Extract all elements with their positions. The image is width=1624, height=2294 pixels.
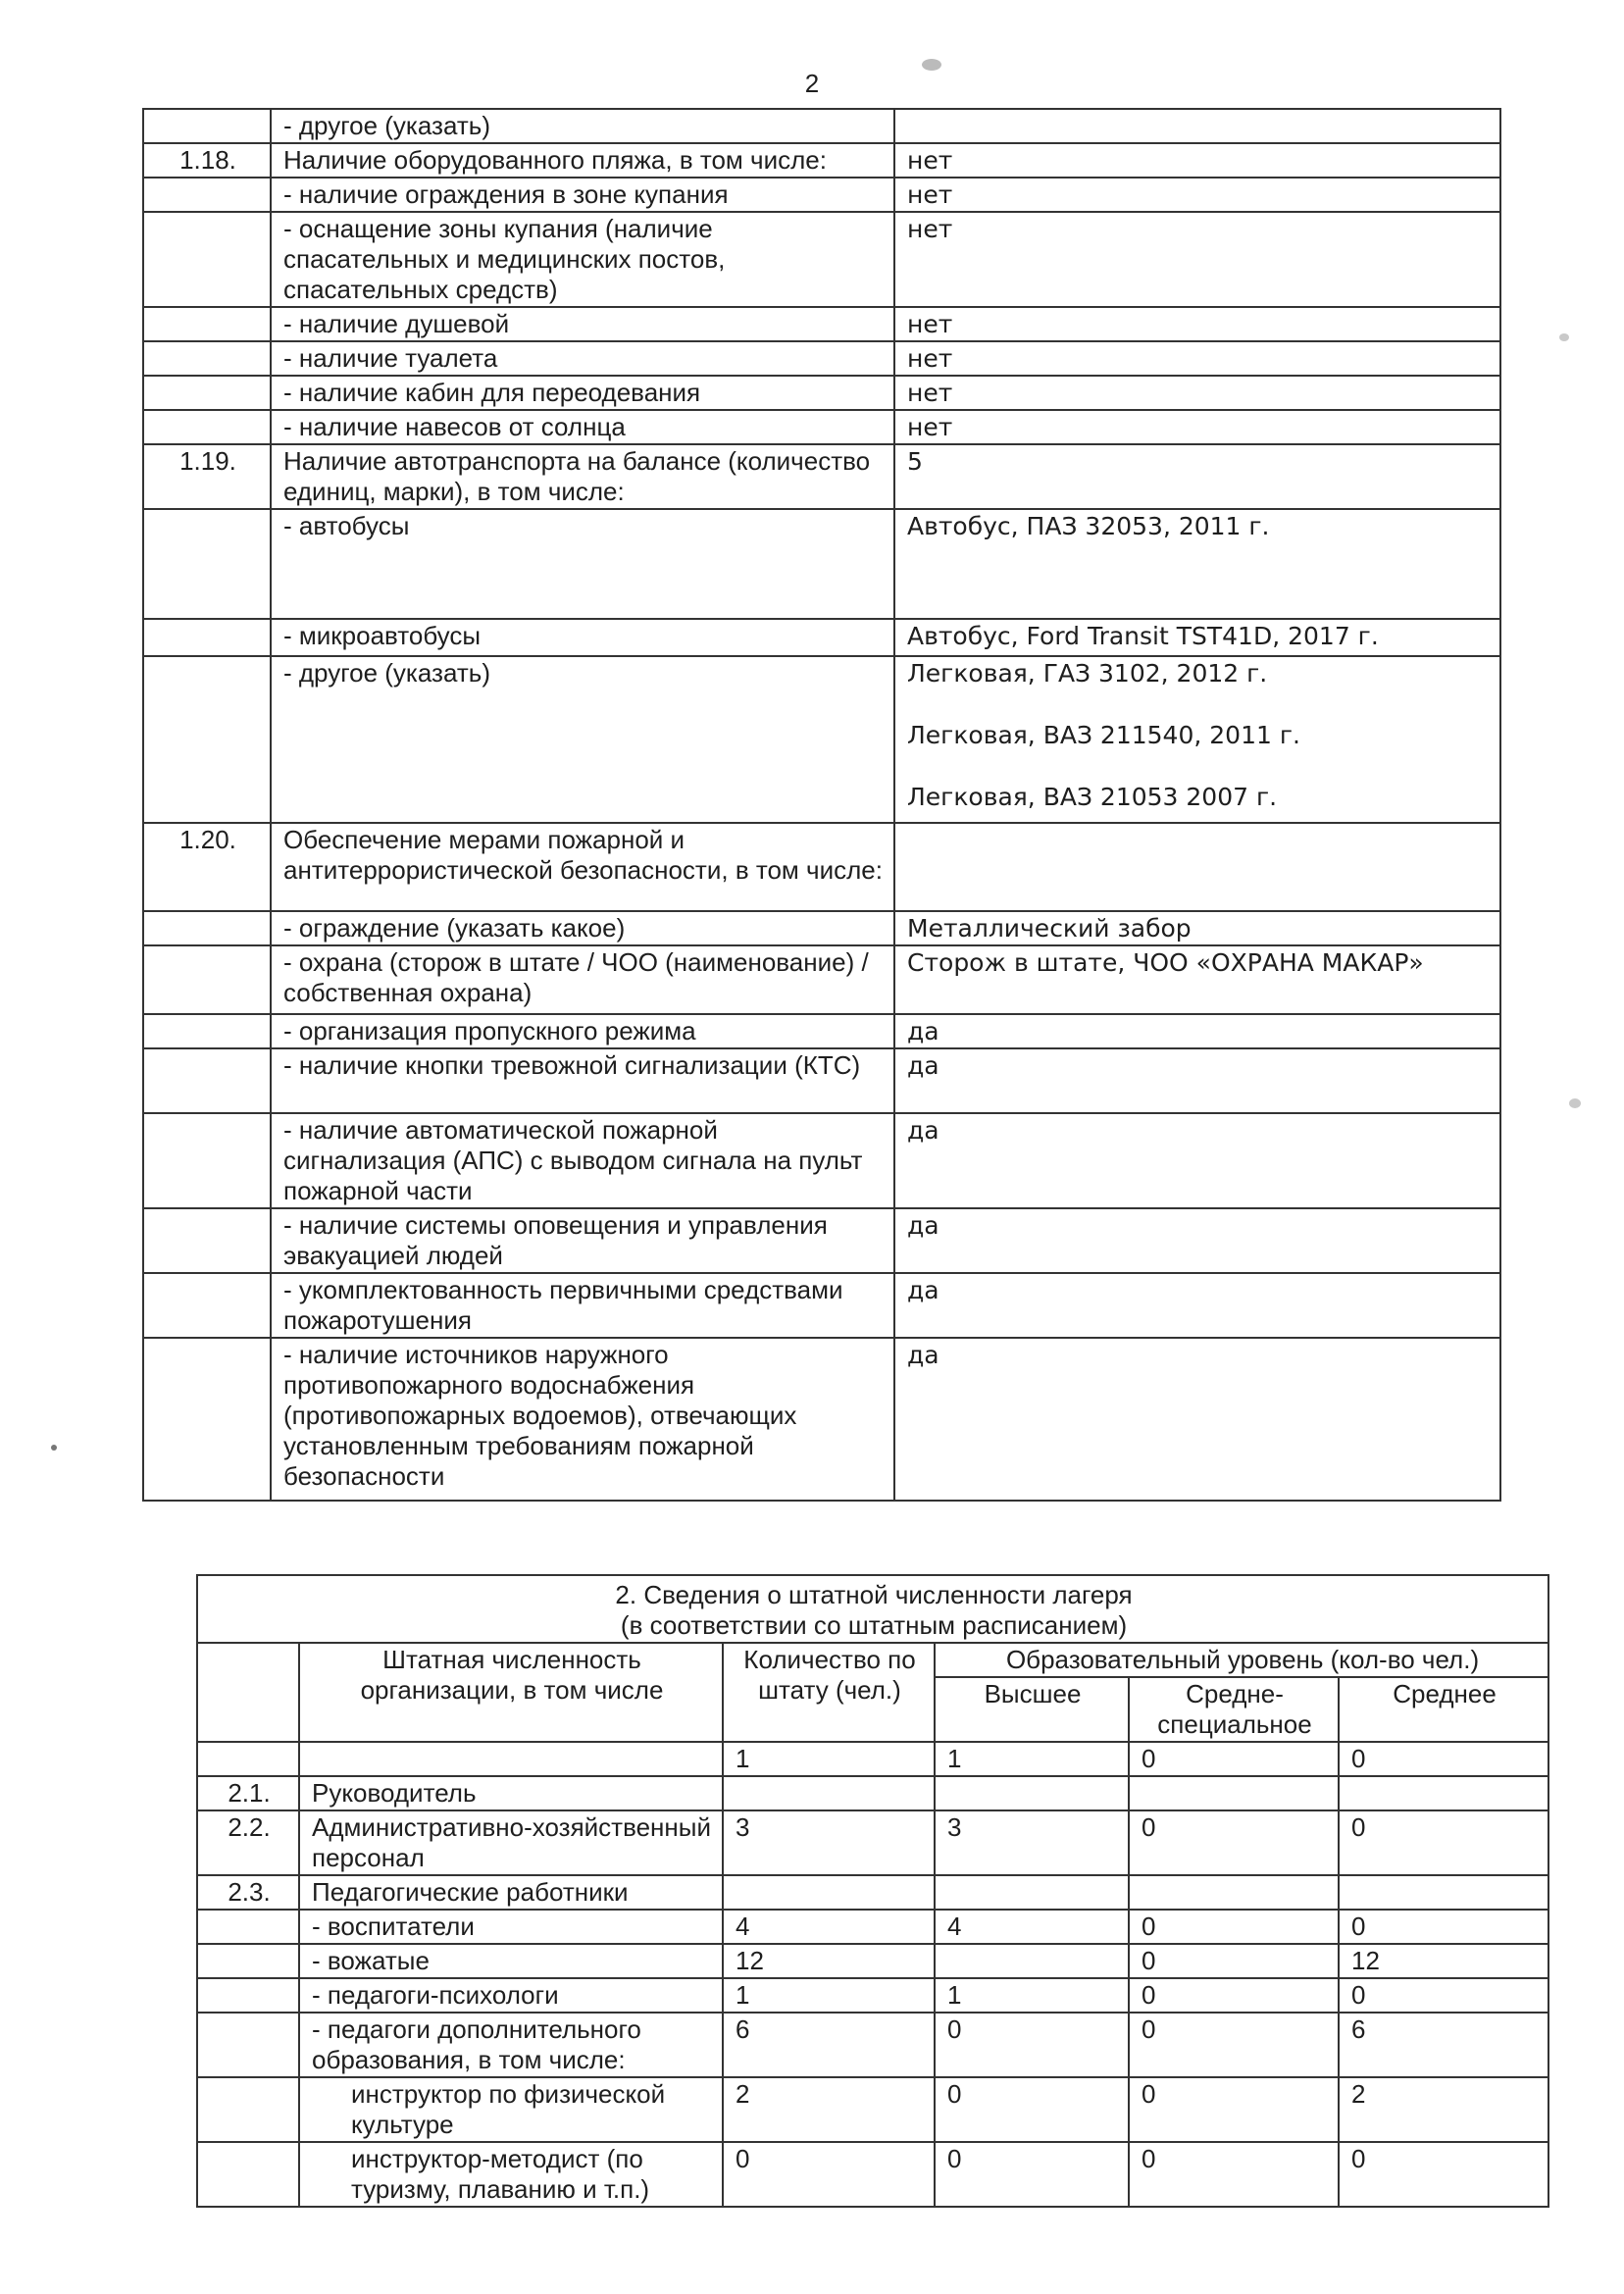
staff-row-label: инструктор по физической культуре: [299, 2077, 723, 2142]
row-label: - наличие системы оповещения и управления эвакуацией людей: [271, 1208, 894, 1273]
page-number: 2: [804, 69, 820, 98]
staff-row-label: [299, 1742, 723, 1776]
row-value-text: нет: [907, 344, 953, 373]
row-number: [143, 619, 271, 656]
row-value: [894, 212, 1500, 307]
staff-row-higher: [935, 1944, 1129, 1978]
staff-row: [197, 1810, 1548, 1875]
row-number: [143, 1014, 271, 1048]
staff-header-special: Средне-специальное: [1129, 1677, 1339, 1742]
row-label: - наличие автоматической пожарной сигнализация (АПС) с выводом сигнала на пульт пожарной части: [271, 1113, 894, 1208]
row-value: [894, 143, 1500, 178]
staff-row-special: 0: [1129, 2077, 1339, 2142]
staff-row: [197, 2142, 1548, 2207]
row-value: [894, 444, 1500, 509]
row-number: 1.18.: [143, 143, 271, 178]
row-label: Обеспечение мерами пожарной и антитеррористической безопасности, в том числе:: [271, 823, 894, 911]
staff-row-count: 12: [723, 1944, 935, 1978]
facility-row: [143, 509, 1500, 619]
staff-row-label: инструктор-методист (по туризму, плаванию и т.п.): [299, 2142, 723, 2207]
staff-row-higher: 1: [935, 1742, 1129, 1776]
facility-row: [143, 911, 1500, 945]
facility-row: [143, 1014, 1500, 1048]
staff-row-count: 3: [723, 1810, 935, 1875]
row-number: [143, 341, 271, 376]
staff-header-count: Количество по штату (чел.): [723, 1643, 935, 1742]
staff-heading-line1: 2. Сведения о штатной численности лагеря: [615, 1580, 1133, 1609]
staff-row-number: [197, 1910, 299, 1944]
staff-row-higher: 0: [935, 2142, 1129, 2207]
row-value-text: да: [907, 1017, 939, 1045]
staff-row-special: 0: [1129, 1910, 1339, 1944]
facility-row: [143, 1048, 1500, 1113]
staff-row-count: 1: [723, 1742, 935, 1776]
facility-row: [143, 1338, 1500, 1501]
row-value-text: нет: [907, 413, 953, 441]
row-value: [894, 1014, 1500, 1048]
row-value: [894, 1113, 1500, 1208]
staff-row-number: 2.1.: [197, 1776, 299, 1810]
row-label: - ограждение (указать какое): [271, 911, 894, 945]
staff-row-label: - вожатые: [299, 1944, 723, 1978]
row-value: [894, 823, 1500, 911]
staff-row-special: 0: [1129, 1944, 1339, 1978]
staff-row-count: 4: [723, 1910, 935, 1944]
staff-header-edu: Образовательный уровень (кол-во чел.): [935, 1643, 1548, 1677]
row-value-text: нет: [907, 180, 953, 209]
staff-row-number: [197, 1944, 299, 1978]
staff-row-secondary: 6: [1339, 2013, 1548, 2077]
row-label: - оснащение зоны купания (наличие спасательных и медицинских постов, спасательных средств): [271, 212, 894, 307]
row-value-text: нет: [907, 379, 953, 407]
staff-row-secondary: 0: [1339, 1978, 1548, 2013]
row-value: [894, 656, 1500, 823]
staff-row: [197, 1944, 1548, 1978]
staff-row-number: [197, 2013, 299, 2077]
row-number: [143, 1338, 271, 1501]
row-label: - наличие навесов от солнца: [271, 410, 894, 444]
facility-row: [143, 823, 1500, 911]
row-value: [894, 178, 1500, 212]
row-number: [143, 1048, 271, 1113]
staff-heading-row: [197, 1575, 1548, 1643]
facility-row: [143, 945, 1500, 1014]
facility-row: [143, 109, 1500, 143]
facility-row: [143, 178, 1500, 212]
row-label: - другое (указать): [271, 656, 894, 823]
staff-row: [197, 1776, 1548, 1810]
facility-row: [143, 1273, 1500, 1338]
row-number: [143, 1273, 271, 1338]
staff-row-number: [197, 2077, 299, 2142]
row-value: [894, 109, 1500, 143]
scan-speck: [1569, 1098, 1581, 1108]
facility-row: [143, 143, 1500, 178]
staff-row-label: Руководитель: [299, 1776, 723, 1810]
staff-row-number: [197, 1742, 299, 1776]
row-value: [894, 1338, 1500, 1501]
row-value-text: Легковая, ГАЗ 3102, 2012 г.: [907, 659, 1268, 688]
row-number: [143, 178, 271, 212]
staff-row: [197, 1910, 1548, 1944]
row-number: [143, 1113, 271, 1208]
staff-row-special: 0: [1129, 2142, 1339, 2207]
row-value-text: нет: [907, 146, 953, 175]
row-value-text: да: [907, 1211, 939, 1240]
staff-row-count: 0: [723, 2142, 935, 2207]
row-value-text: Легковая, ВАЗ 21053 2007 г.: [907, 783, 1278, 811]
staff-row-label: - педагоги дополнительного образования, в том числе:: [299, 2013, 723, 2077]
staff-row-special: 0: [1129, 1742, 1339, 1776]
row-value-text: 5: [907, 447, 923, 476]
staff-row: [197, 2077, 1548, 2142]
row-value-text: Легковая, ВАЗ 211540, 2011 г.: [907, 721, 1300, 749]
staff-section-heading: [197, 1575, 1548, 1643]
staff-row-label: Административно-хозяйственный персонал: [299, 1810, 723, 1875]
row-number: [143, 109, 271, 143]
staff-row-special: 0: [1129, 1978, 1339, 2013]
facility-row: [143, 1113, 1500, 1208]
staff-row-special: [1129, 1776, 1339, 1810]
row-number: [143, 509, 271, 619]
facility-row: [143, 212, 1500, 307]
staff-header-row: [197, 1643, 1548, 1677]
row-value: [894, 410, 1500, 444]
row-value: [894, 911, 1500, 945]
row-value-text: нет: [907, 310, 953, 338]
staff-header-num: [197, 1643, 299, 1742]
row-label: - организация пропускного режима: [271, 1014, 894, 1048]
staff-header-higher: Высшее: [935, 1677, 1129, 1742]
staff-row-count: [723, 1776, 935, 1810]
staff-row-count: 6: [723, 2013, 935, 2077]
facility-row: [143, 307, 1500, 341]
row-value-text: да: [907, 1051, 939, 1080]
row-label: - охрана (сторож в штате / ЧОО (наименование) / собственная охрана): [271, 945, 894, 1014]
row-value: [894, 945, 1500, 1014]
row-number: [143, 410, 271, 444]
row-number: [143, 376, 271, 410]
row-label: - наличие источников наружного противопожарного водоснабжения (противопожарных водоемов), отвечающих установленным требованиям пожарной безопасности: [271, 1338, 894, 1501]
facility-row: [143, 619, 1500, 656]
row-value: [894, 341, 1500, 376]
row-number: 1.19.: [143, 444, 271, 509]
staff-row-secondary: 0: [1339, 1910, 1548, 1944]
facility-row: [143, 376, 1500, 410]
staff-row-secondary: 0: [1339, 1810, 1548, 1875]
row-label: - укомплектованность первичными средствами пожаротушения: [271, 1273, 894, 1338]
row-label: - наличие ограждения в зоне купания: [271, 178, 894, 212]
staff-row-higher: [935, 1776, 1129, 1810]
staff-row-count: [723, 1875, 935, 1910]
row-value: [894, 307, 1500, 341]
row-label: - автобусы: [271, 509, 894, 619]
row-number: [143, 945, 271, 1014]
row-number: [143, 212, 271, 307]
row-value: [894, 1273, 1500, 1338]
row-number: [143, 1208, 271, 1273]
row-number: [143, 911, 271, 945]
row-value: [894, 376, 1500, 410]
staff-row-special: 0: [1129, 2013, 1339, 2077]
row-value: [894, 619, 1500, 656]
row-value-text: Автобус, ПАЗ 32053, 2011 г.: [907, 512, 1270, 540]
row-value-text: да: [907, 1116, 939, 1145]
staff-row-number: [197, 2142, 299, 2207]
row-label: Наличие автотранспорта на балансе (количество единиц, марки), в том числе:: [271, 444, 894, 509]
staff-header-label: Штатная численность организации, в том числе: [299, 1643, 723, 1742]
row-label: - наличие душевой: [271, 307, 894, 341]
staff-row-secondary: 2: [1339, 2077, 1548, 2142]
facility-row: [143, 444, 1500, 509]
staff-row-special: 0: [1129, 1810, 1339, 1875]
facility-row: [143, 1208, 1500, 1273]
staff-row-secondary: 0: [1339, 1742, 1548, 1776]
row-value-text: Автобус, Ford Transit TST41D, 2017 г.: [907, 622, 1379, 650]
row-label: - наличие туалета: [271, 341, 894, 376]
row-value: [894, 1048, 1500, 1113]
staff-row-secondary: 0: [1339, 2142, 1548, 2207]
facility-row: [143, 410, 1500, 444]
staff-row: [197, 1978, 1548, 2013]
staff-row-number: [197, 1978, 299, 2013]
staff-row-higher: [935, 1875, 1129, 1910]
staff-table: [196, 1574, 1549, 2208]
staff-row-count: 2: [723, 2077, 935, 2142]
facility-row: [143, 341, 1500, 376]
row-number: [143, 656, 271, 823]
staff-row-number: 2.3.: [197, 1875, 299, 1910]
staff-row-higher: 0: [935, 2013, 1129, 2077]
staff-row-higher: 0: [935, 2077, 1129, 2142]
staff-header-secondary: Среднее: [1339, 1677, 1548, 1742]
row-label: Наличие оборудованного пляжа, в том числе:: [271, 143, 894, 178]
staff-row-secondary: [1339, 1875, 1548, 1910]
staff-row-label: - педагоги-психологи: [299, 1978, 723, 2013]
staff-row-secondary: 12: [1339, 1944, 1548, 1978]
staff-row-special: [1129, 1875, 1339, 1910]
row-label: - наличие кабин для переодевания: [271, 376, 894, 410]
row-value: [894, 1208, 1500, 1273]
staff-row-higher: 1: [935, 1978, 1129, 2013]
row-value: [894, 509, 1500, 619]
staff-row: [197, 2013, 1548, 2077]
row-value-text: Сторож в штате, ЧОО «ОХРАНА МАКАР»: [907, 948, 1424, 977]
scan-speck: [1559, 333, 1569, 341]
row-label: - другое (указать): [271, 109, 894, 143]
row-number: 1.20.: [143, 823, 271, 911]
scan-speck: [922, 59, 941, 71]
staff-row-number: 2.2.: [197, 1810, 299, 1875]
scan-speck: [51, 1445, 57, 1451]
staff-row-higher: 3: [935, 1810, 1129, 1875]
staff-row-higher: 4: [935, 1910, 1129, 1944]
row-value-text: да: [907, 1341, 939, 1369]
staff-row: [197, 1875, 1548, 1910]
staff-row-label: Педагогические работники: [299, 1875, 723, 1910]
staff-row-secondary: [1339, 1776, 1548, 1810]
staff-row-label: - воспитатели: [299, 1910, 723, 1944]
row-label: - наличие кнопки тревожной сигнализации (КТС): [271, 1048, 894, 1113]
row-value-text: нет: [907, 215, 953, 243]
staff-heading-line2: (в соответствии со штатным расписанием): [620, 1610, 1128, 1640]
row-value-text: да: [907, 1276, 939, 1304]
row-number: [143, 307, 271, 341]
row-value-text: Металлический забор: [907, 914, 1192, 943]
row-label: - микроавтобусы: [271, 619, 894, 656]
staff-row: [197, 1742, 1548, 1776]
staff-row-count: 1: [723, 1978, 935, 2013]
facility-row: [143, 656, 1500, 823]
facility-info-table: [142, 108, 1501, 1502]
